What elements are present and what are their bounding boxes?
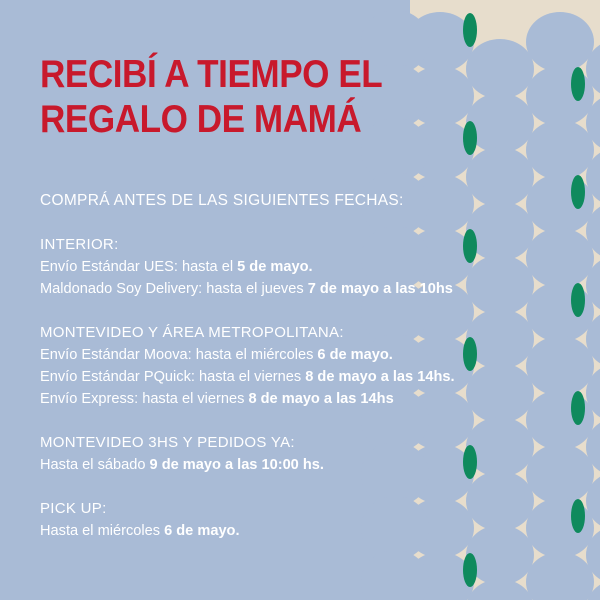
delivery-line	[40, 388, 540, 410]
delivery-section	[40, 322, 540, 410]
delivery-line-text: Envío Express: hasta el viernes	[40, 391, 249, 407]
delivery-line-date: 6 de mayo.	[164, 523, 240, 539]
delivery-line-text: Envío Estándar PQuick: hasta el viernes	[40, 369, 306, 385]
delivery-line	[40, 278, 540, 300]
delivery-section	[40, 498, 540, 542]
section-title: PICK UP:	[40, 500, 107, 517]
section-title: INTERIOR:	[40, 236, 119, 253]
delivery-line-date: 7 de mayo a las 10hs	[307, 281, 453, 297]
delivery-line-date: 5 de mayo.	[237, 259, 313, 275]
delivery-line-date: 8 de mayo a las 14hs	[248, 391, 394, 407]
delivery-line-text: Hasta el sábado	[40, 457, 150, 473]
headline-line-1: RECIBÍ A TIEMPO EL	[40, 53, 383, 96]
lead-text: COMPRÁ ANTES DE LAS SIGUIENTES FECHAS:	[40, 192, 404, 209]
section-title: MONTEVIDEO 3HS Y PEDIDOS YA:	[40, 434, 295, 451]
delivery-section	[40, 432, 540, 476]
delivery-line-date: 6 de mayo.	[317, 347, 393, 363]
delivery-line-text: Hasta el miércoles	[40, 523, 165, 539]
delivery-line-text: Maldonado Soy Delivery: hasta el jueves	[40, 281, 308, 297]
delivery-line	[40, 344, 540, 366]
delivery-section	[40, 234, 540, 300]
delivery-line	[40, 256, 540, 278]
delivery-line	[40, 366, 540, 388]
headline	[40, 52, 400, 142]
headline-line-2: REGALO DE MAMÁ	[40, 98, 362, 141]
sections-list	[40, 234, 540, 542]
delivery-line-text: Envío Estándar UES: hasta el	[40, 259, 238, 275]
delivery-info	[40, 190, 540, 564]
delivery-line-text: Envío Estándar Moova: hasta el miércoles	[40, 347, 318, 363]
section-title: MONTEVIDEO Y ÁREA METROPOLITANA:	[40, 324, 344, 341]
delivery-line-date: 8 de mayo a las 14hs.	[305, 369, 455, 385]
delivery-line	[40, 454, 540, 476]
delivery-line-date: 9 de mayo a las 10:00 hs.	[149, 457, 324, 473]
delivery-line	[40, 520, 540, 542]
